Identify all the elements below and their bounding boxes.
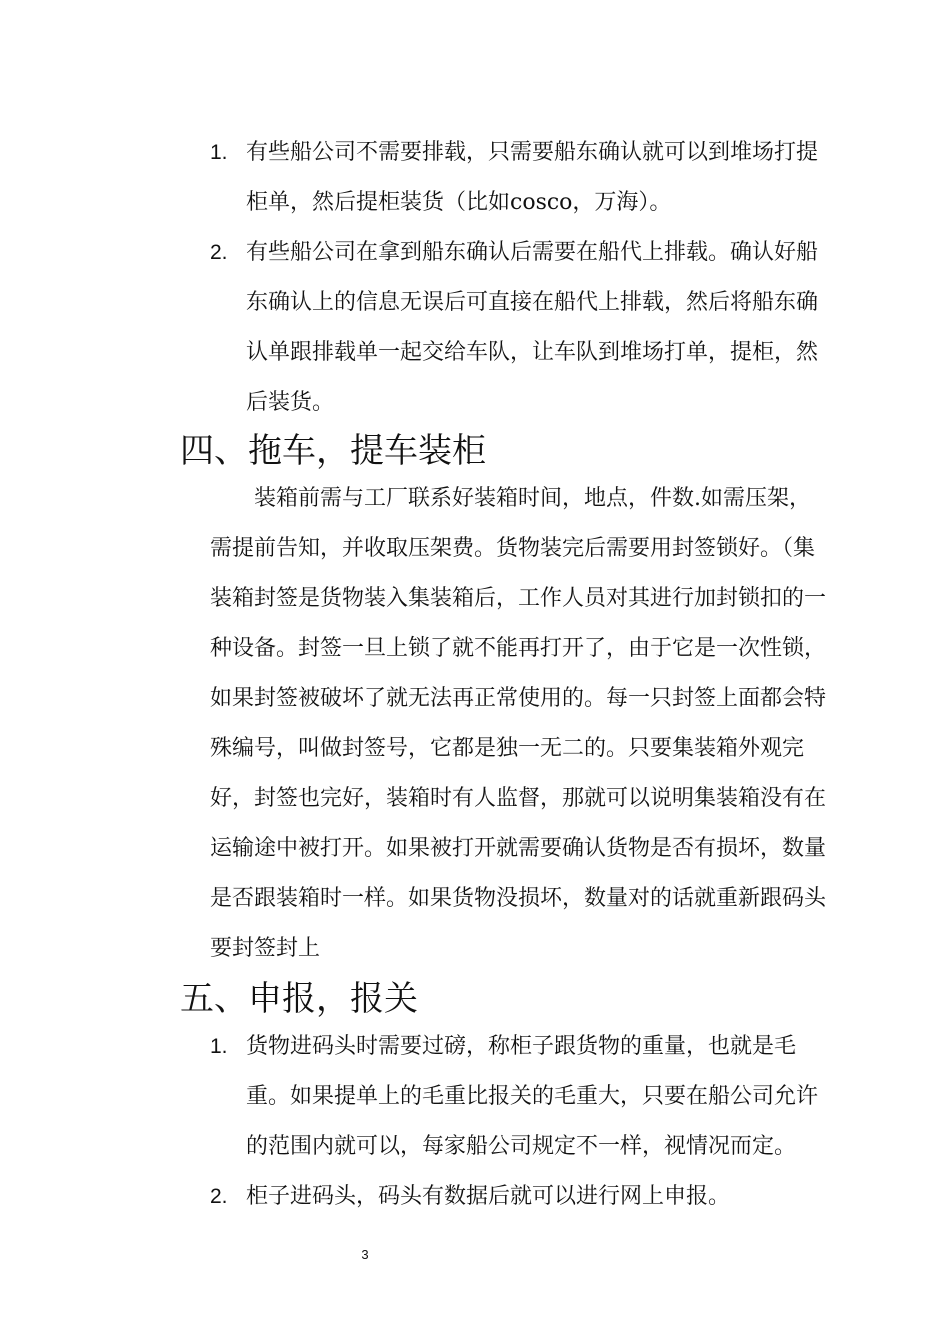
list-item-number: 1. bbox=[210, 141, 228, 164]
list-item bbox=[210, 228, 820, 428]
list-item bbox=[210, 1022, 820, 1172]
page-number: 3 bbox=[361, 1247, 369, 1262]
section-heading-trucking: 四、拖车，提车装柜 bbox=[180, 431, 486, 471]
list-item bbox=[210, 1172, 820, 1222]
trucking-paragraph: 装箱前需与工厂联系好装箱时间，地点，件数.如需压架，需提前告知，并收取压架费。货物装完后需要用封签锁好。（集装箱封签是货物装入集装箱后，工作人员对其进行加封锁扣的一种设备。封签一旦上锁了就不能再打开了，由于它是一次性锁，如果封签被破坏了就无法再正常使用的。每一只封签上面都会特殊编号，叫做封签号，它都是独一无二的。只要集装箱外观完好，封签也完好，装箱时有人监督，那就可以说明集装箱没有在运输途中被打开。如果被打开就需要确认货物是否有损坏，数量是否跟装箱时一样。如果货物没损坏，数量对的话就重新跟码头要封签封上 bbox=[210, 486, 827, 961]
declaration-list bbox=[210, 1022, 820, 1222]
list-item bbox=[210, 128, 820, 228]
list-item-text: 柜子进码头，码头有数据后就可以进行网上申报。 bbox=[246, 1184, 731, 1209]
list-item-number: 2. bbox=[210, 241, 228, 264]
section-heading-declaration: 五、申报，报关 bbox=[180, 979, 418, 1019]
list-item-text: 货物进码头时需要过磅，称柜子跟货物的重量，也就是毛重。如果提单上的毛重比报关的毛重大，只要在船公司允许的范围内就可以，每家船公司规定不一样，视情况而定。 bbox=[246, 1034, 819, 1159]
list-item-text: 有些船公司在拿到船东确认后需要在船代上排载。确认好船东确认上的信息无误后可直接在船代上排载，然后将船东确认单跟排载单一起交给车队，让车队到堆场打单，提柜，然后装货。 bbox=[246, 240, 819, 415]
loading-options-list bbox=[210, 128, 820, 428]
list-item-number: 1. bbox=[210, 1035, 228, 1058]
list-item-number: 2. bbox=[210, 1185, 228, 1208]
list-item-text: 有些船公司不需要排载，只需要船东确认就可以到堆场打提柜单，然后提柜装货（比如cosco，万海）。 bbox=[246, 140, 819, 215]
